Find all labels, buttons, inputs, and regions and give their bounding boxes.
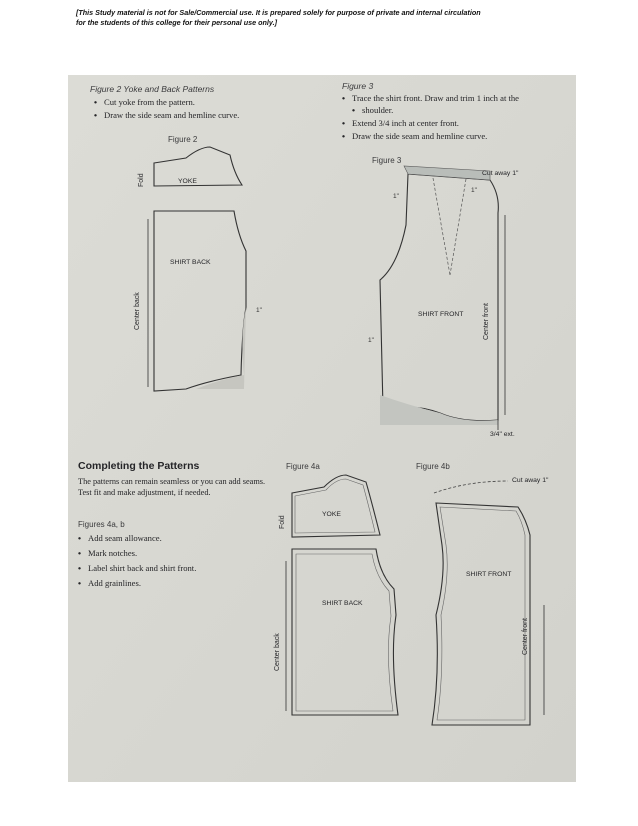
fig2-heading: Figure 2 Yoke and Back Patterns [90, 84, 215, 94]
fig3-center-front-label: Center front [483, 303, 490, 340]
fig2-side-mark: 1" [256, 307, 262, 314]
fig3-bullet-3: • Draw the side seam and hemline curve. [342, 131, 487, 141]
fig2-yoke-label: YOKE [178, 178, 197, 185]
fig4b-caption: Figure 4b [416, 462, 450, 471]
completing-bullet-3: • Label shirt back and shirt front. [78, 563, 196, 573]
fig3-mark-left: 1" [393, 193, 399, 200]
fig4a-fold-label: Fold [279, 515, 286, 529]
fig2-shirt-back-label: SHIRT BACK [170, 259, 211, 266]
fig3-heading: Figure 3 [342, 81, 374, 91]
fig3-mark-right: 1" [471, 187, 477, 194]
fig4a-yoke-label: YOKE [322, 511, 341, 518]
completing-paragraph: The patterns can remain seamless or you can add seams. Test fit and make adjustment, if needed. [78, 477, 266, 497]
fig3-mark-side: 1" [368, 337, 374, 344]
disclaimer-line-1: [This Study material is not for Sale/Commercial use. It is prepared solely for purpose of private and internal circulation [76, 8, 481, 17]
fig3-shirt-front-label: SHIRT FRONT [418, 311, 464, 318]
completing-title: Completing the Patterns [78, 460, 200, 472]
fig4b-center-front-label: Center front [522, 618, 529, 655]
fig3-bullet-1: • Trace the shirt front. Draw and trim 1 inch at the [342, 93, 519, 103]
fig4b-shirt-front-label: SHIRT FRONT [466, 571, 512, 578]
figures-4ab-heading: Figures 4a, b [78, 520, 125, 529]
fig3-cut-away-label: Cut away 1" [482, 170, 519, 177]
fig3-bullet-2: • Extend 3/4 inch at center front. [342, 118, 459, 128]
fig2-center-back-label: Center back [134, 292, 141, 330]
disclaimer-line-2: for the students of this college for their personal use only.] [76, 18, 278, 27]
fig3-bullet-1-cont: • shoulder. [352, 105, 393, 115]
fig3-extension-label: 3/4" ext. [490, 431, 515, 438]
completing-bullet-4: • Add grainlines. [78, 578, 141, 588]
fig3-caption: Figure 3 [372, 156, 402, 165]
completing-bullet-1: • Add seam allowance. [78, 533, 162, 543]
fig2-caption: Figure 2 [168, 135, 198, 144]
fig4a-center-back-label: Center back [274, 633, 281, 671]
scanned-pattern-page [68, 75, 576, 782]
completing-bullet-2: • Mark notches. [78, 548, 137, 558]
disclaimer-notice [76, 8, 576, 28]
fig2-bullet-1: • Cut yoke from the pattern. [94, 97, 195, 107]
fig4a-shirt-back-label: SHIRT BACK [322, 600, 363, 607]
fig4a-caption: Figure 4a [286, 462, 320, 471]
fig4b-cut-away-label: Cut away 1" [512, 477, 549, 484]
fig2-fold-label: Fold [138, 173, 145, 187]
fig2-bullet-2: • Draw the side seam and hemline curve. [94, 110, 239, 120]
